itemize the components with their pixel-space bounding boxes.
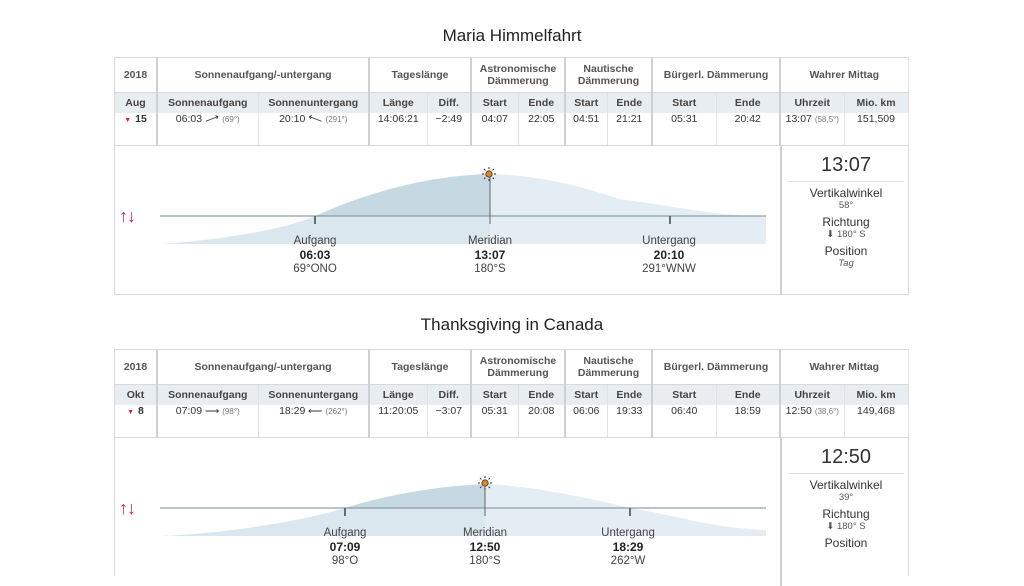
column-header: Sonnenuntergang	[258, 93, 369, 114]
vertical-angle-label: Vertikalwinkel	[809, 186, 883, 200]
group-header: Nautische Dämmerung	[565, 58, 652, 93]
group-header: Astronomische Dämmerung	[471, 350, 565, 385]
direction-label: Richtung	[822, 507, 870, 521]
column-header: Mio. km	[844, 385, 908, 406]
sunrise-chart-dir: 69°ONO	[293, 263, 337, 275]
column-header: Start	[565, 93, 607, 114]
sunrise-label	[255, 234, 375, 276]
sun-table	[115, 58, 909, 146]
column-header: Sonnenaufgang	[157, 385, 258, 406]
column-header: Sonnenaufgang	[157, 93, 258, 114]
column-header: Länge	[369, 385, 427, 406]
civil-end: 18:59	[716, 405, 780, 438]
sunset-time: 20:10	[279, 113, 306, 125]
section-title: Maria Himmelfahrt	[442, 26, 582, 45]
current-time: 13:07	[788, 154, 904, 182]
expand-triangle-icon[interactable]: ▼	[124, 117, 132, 124]
column-header: Diff.	[427, 93, 471, 114]
meridian-chart-time: 12:50	[469, 540, 501, 554]
year-cell: 2018	[115, 350, 157, 385]
expand-triangle-icon[interactable]: ▼	[127, 409, 135, 416]
column-header: Ende	[716, 385, 780, 406]
meridian-chart-time: 13:07	[474, 248, 506, 262]
sun-icon[interactable]	[478, 476, 492, 490]
day-cell[interactable]	[115, 405, 157, 438]
day-number: 8	[138, 405, 144, 417]
group-header: Sonnenaufgang/-untergang	[157, 350, 369, 385]
sunset-cell	[258, 405, 369, 438]
position-label: Position	[824, 536, 868, 550]
astro-end: 20:08	[518, 405, 565, 438]
sunrise-name: Aufgang	[323, 527, 367, 539]
meridian-chart-dir: 180°S	[474, 263, 506, 275]
column-header: Uhrzeit	[780, 385, 844, 406]
vertical-angle-value: 58°	[838, 200, 854, 211]
sunrise-time: 06:03	[175, 113, 203, 125]
solar-noon-cell	[780, 113, 844, 146]
sunrise-direction-arrow-icon: ⟶	[205, 406, 220, 417]
day-length: 14:06:21	[369, 113, 427, 146]
month-cell: Okt	[115, 385, 157, 406]
sun-panel	[114, 349, 909, 576]
vertical-angle-value: 39°	[838, 492, 854, 503]
column-header: Ende	[607, 93, 652, 114]
sunrise-chart-dir: 98°O	[331, 555, 359, 567]
sunset-degree: (291°)	[325, 115, 348, 124]
solar-noon-time: 13:07	[785, 113, 812, 125]
column-header: Mio. km	[844, 93, 908, 114]
section-title: Thanksgiving in Canada	[420, 315, 604, 334]
sunrise-direction-arrow-icon: ⟶	[203, 111, 221, 128]
group-header: Tageslänge	[369, 58, 471, 93]
astro-start: 05:31	[471, 405, 518, 438]
position-label: Position	[824, 244, 868, 258]
column-header: Ende	[518, 385, 565, 406]
current-sun-info	[780, 146, 910, 294]
meridian-label	[425, 526, 545, 568]
sunset-chart-time: 20:10	[653, 248, 685, 262]
distance-mio-km: 151,509	[844, 113, 908, 146]
current-time: 12:50	[788, 446, 904, 474]
sunset-name: Untergang	[601, 527, 655, 539]
sun-path-chart	[115, 146, 908, 294]
group-header: Wahrer Mittag	[780, 350, 908, 385]
direction-value: ⬇ 180° S	[826, 521, 866, 532]
civil-start: 05:31	[652, 113, 716, 146]
nautical-end: 19:33	[607, 405, 652, 438]
distance-mio-km: 149,468	[844, 405, 908, 438]
sunrise-degree: (98°)	[222, 407, 240, 416]
nautical-end: 21:21	[607, 113, 652, 146]
group-header: Nautische Dämmerung	[565, 350, 652, 385]
direction-label: Richtung	[822, 215, 870, 229]
sunset-direction-arrow-icon: ⟶	[308, 406, 323, 417]
meridian-label	[430, 234, 550, 276]
sunset-time: 18:29	[279, 405, 306, 417]
sunrise-cell	[157, 113, 258, 146]
sunset-chart-dir: 291°WNW	[642, 263, 696, 275]
sunrise-name: Aufgang	[293, 235, 337, 247]
group-header: Bürgerl. Dämmerung	[652, 350, 780, 385]
column-header: Länge	[369, 93, 427, 114]
nautical-start: 06:06	[565, 405, 607, 438]
sunrise-time: 07:09	[175, 405, 203, 417]
position-value-text: Tag	[838, 258, 854, 269]
column-header: Diff.	[427, 385, 471, 406]
direction-value: ⬇ 180° S	[826, 229, 866, 240]
sunset-degree: (262°)	[325, 407, 348, 416]
astro-start: 04:07	[471, 113, 518, 146]
sun-table	[115, 350, 909, 438]
group-header: Tageslänge	[369, 350, 471, 385]
month-cell: Aug	[115, 93, 157, 114]
sunrise-cell	[157, 405, 258, 438]
column-header: Start	[652, 385, 716, 406]
year-cell: 2018	[115, 58, 157, 93]
civil-end: 20:42	[716, 113, 780, 146]
sunset-label	[609, 234, 729, 276]
rise-set-arrows-icon[interactable]: ↑↓	[119, 498, 135, 518]
nautical-start: 04:51	[565, 113, 607, 146]
sun-path-curve	[160, 164, 766, 244]
solar-noon-time: 12:50	[785, 405, 812, 417]
day-length-diff: −2:49	[427, 113, 471, 146]
day-area-morning	[345, 484, 485, 508]
column-header: Uhrzeit	[780, 93, 844, 114]
sunrise-degree: (69°)	[222, 115, 240, 124]
rise-set-arrows-icon[interactable]: ↑↓	[119, 206, 135, 226]
sunset-chart-time: 18:29	[612, 540, 644, 554]
column-header: Start	[471, 93, 518, 114]
group-header: Sonnenaufgang/-untergang	[157, 58, 369, 93]
sunset-chart-dir: 262°W	[610, 555, 646, 567]
sunset-label	[568, 526, 688, 568]
meridian-name: Meridian	[462, 527, 508, 539]
sun-icon[interactable]	[482, 167, 496, 181]
solar-noon-degree: (58,5°)	[814, 115, 839, 124]
day-length: 11:20:05	[369, 405, 427, 438]
day-cell[interactable]	[115, 113, 157, 146]
group-header: Astronomische Dämmerung	[471, 58, 565, 93]
solar-noon-degree: (38,6°)	[814, 407, 839, 416]
sunset-name: Untergang	[642, 235, 696, 247]
sunrise-chart-time: 06:03	[299, 248, 331, 262]
current-sun-info	[780, 438, 910, 586]
day-number: 15	[135, 113, 147, 125]
group-header: Bürgerl. Dämmerung	[652, 58, 780, 93]
day-length-diff: −3:07	[427, 405, 471, 438]
sun-path-curve	[160, 456, 766, 536]
position-value	[782, 258, 910, 269]
column-header: Start	[565, 385, 607, 406]
column-header: Ende	[716, 93, 780, 114]
civil-start: 06:40	[652, 405, 716, 438]
column-header: Sonnenuntergang	[258, 385, 369, 406]
astro-end: 22:05	[518, 113, 565, 146]
meridian-chart-dir: 180°S	[469, 555, 501, 567]
meridian-name: Meridian	[467, 235, 513, 247]
sunrise-chart-time: 07:09	[329, 540, 361, 554]
vertical-angle-label: Vertikalwinkel	[809, 478, 883, 492]
group-header: Wahrer Mittag	[780, 58, 908, 93]
column-header: Ende	[607, 385, 652, 406]
sunrise-label	[285, 526, 405, 568]
sunset-direction-arrow-icon: ⟶	[306, 111, 325, 128]
column-header: Start	[652, 93, 716, 114]
column-header: Ende	[518, 93, 565, 114]
day-area-morning	[315, 174, 490, 216]
sunset-cell	[258, 113, 369, 146]
column-header: Start	[471, 385, 518, 406]
solar-noon-cell	[780, 405, 844, 438]
sun-panel	[114, 57, 909, 295]
sun-path-chart	[115, 438, 908, 586]
